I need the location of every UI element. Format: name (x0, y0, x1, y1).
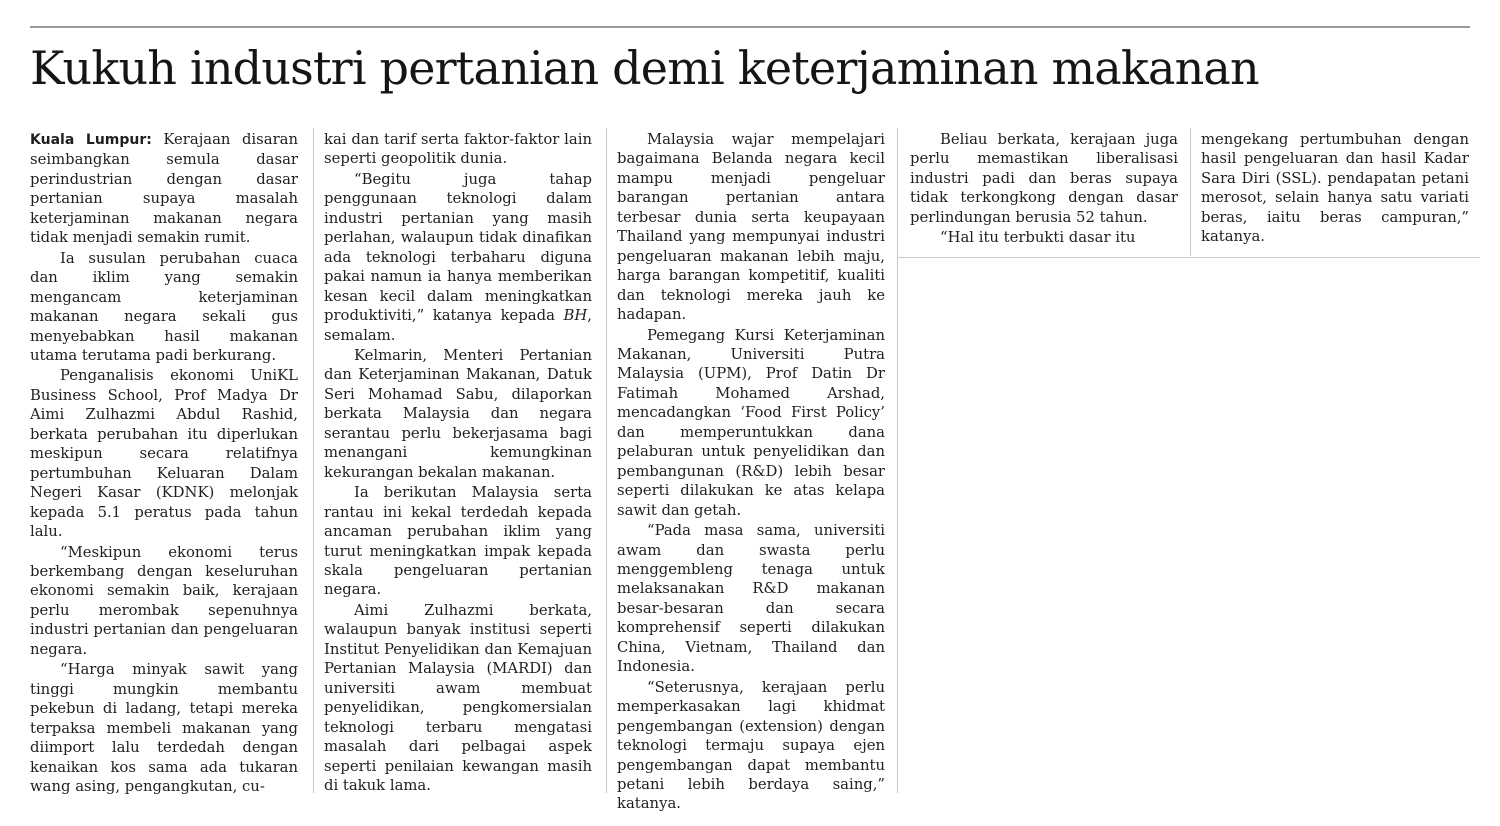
column-separator (897, 128, 898, 793)
paragraph-text: , semalam. (324, 307, 592, 344)
paragraph (30, 130, 298, 248)
paragraph: kai dan tarif serta faktor-faktor lain seperti geopolitik dunia. (324, 131, 592, 168)
paragraph: Aimi Zulhazmi berkata, walaupun banyak institusi seperti Institut Penyelidikan dan Kemajuan Pertanian Malaysia (MARDI) dan universiti awam membuat penyelidikan, pengkomersialan teknologi terbaru mengatasi masalah dari pelbagai aspek seperti penilaian kewangan masih di takuk lama. (324, 601, 592, 794)
paragraph: Malaysia wajar mempelajari bagaimana Belanda negara kecil mampu menjadi pengeluar barangan pertanian antara terbesar dunia serta keupayaan Thailand yang mempunyai industri pengeluaran makanan lebih maju, harga barangan kompetitif, kualiti dan teknologi mereka jauh ke hadapan. (617, 131, 885, 324)
paragraph-text: “Begitu juga tahap penggunaan teknologi dalam industri pertanian yang masih perlahan, walaupun tidak dinafikan ada teknologi terbaharu diguna pakai namun ia hanya memberikan kesan kecil dalam meningkatkan produktiviti,” katanya kepada (324, 170, 592, 325)
paragraph: “Pada masa sama, universiti awam dan swasta perlu menggembleng tenaga untuk melaksanakan R&D makanan besar-besaran dan secara komprehensif seperti dilakukan China, Vietnam, Thailand dan Indonesia. (617, 522, 885, 676)
paragraph: Kelmarin, Menteri Pertanian dan Keterjaminan Makanan, Datuk Seri Mohamad Sabu, dilaporkan berkata Malaysia dan negara serantau perlu bekerjasama bagi menangani kemungkinan kekurangan bekalan makanan. (324, 346, 592, 481)
horizontal-rule (897, 257, 1480, 258)
paragraph: mengekang pertumbuhan dengan hasil pengeluaran dan hasil Kadar Sara Diri (SSL). pendapatan petani merosot, selain hanya satu variati beras, iaitu beras campuran,” katanya. (1201, 131, 1469, 246)
paragraph (324, 170, 592, 345)
article-column-3 (617, 130, 885, 815)
article-column-4 (910, 130, 1178, 249)
headline: Kukuh industri pertanian demi keterjaminan makanan (30, 41, 1259, 95)
column-separator (313, 128, 314, 793)
paragraph: “Seterusnya, kerajaan perlu memperkasakan lagi khidmat pengembangan (extension) dengan teknologi termaju supaya ejen pengembangan dapat membantu petani lebih berdaya saing,” katanya. (617, 678, 885, 813)
paragraph: Penganalisis ekonomi UniKL Business School, Prof Madya Dr Aimi Zulhazmi Abdul Rashid, berkata perubahan itu diperlukan meskipun secara relatifnya pertumbuhan Keluaran Dalam Negeri Kasar (KDNK) melonjak kepada 5.1 peratus pada tahun lalu. (30, 367, 298, 541)
publication-name: BH (563, 307, 588, 325)
dateline: Kuala Lumpur: (30, 132, 152, 148)
top-rule (30, 26, 1470, 28)
paragraph: Pemegang Kursi Keterjaminan Makanan, Universiti Putra Malaysia (UPM), Prof Datin Dr Fatimah Mohamed Arshad, mencadangkan ‘Food First Policy’ dan memperuntukkan dana pelaburan untuk penyelidikan dan pembangunan (R&D) lebih besar seperti dilakukan ke atas kelapa sawit dan getah. (617, 326, 885, 519)
paragraph: “Hal itu terbukti dasar itu (940, 229, 1136, 247)
paragraph: “Harga minyak sawit yang tinggi mungkin membantu pekebun di ladang, tetapi mereka terpaksa membeli makanan yang diimport lalu terdedah dengan kenaikan kos sama ada tukaran wang asing, pengangkutan, cu- (30, 661, 298, 795)
article-column-2 (324, 130, 592, 796)
paragraph: “Meskipun ekonomi terus berkembang dengan keseluruhan ekonomi semakin baik, kerajaan perlu merombak sepenuhnya industri pertanian dan pengeluaran negara. (30, 543, 298, 658)
column-separator (606, 128, 607, 793)
paragraph: Ia susulan perubahan cuaca dan iklim yang semakin mengancam keterjaminan makanan negara sekali gus menyebabkan hasil makanan utama terutama padi berkurang. (30, 249, 298, 364)
paragraph-text: Kerajaan disaran seimbangkan semula dasar perindustrian dengan dasar pertanian supaya masalah keterjaminan makanan negara tidak menjadi semakin rumit. (30, 131, 298, 247)
paragraph: Ia berikutan Malaysia serta rantau ini kekal terdedah kepada ancaman perubahan iklim yang turut meningkatkan impak kepada skala pengeluaran pertanian negara. (324, 484, 592, 599)
column-separator (1190, 128, 1191, 256)
paragraph: Beliau berkata, kerajaan juga perlu memastikan liberalisasi industri padi dan beras supaya tidak terkongkong dengan dasar perlindungan berusia 52 tahun. (910, 131, 1178, 226)
article-column-5 (1201, 130, 1469, 248)
article-column-1 (30, 130, 298, 797)
